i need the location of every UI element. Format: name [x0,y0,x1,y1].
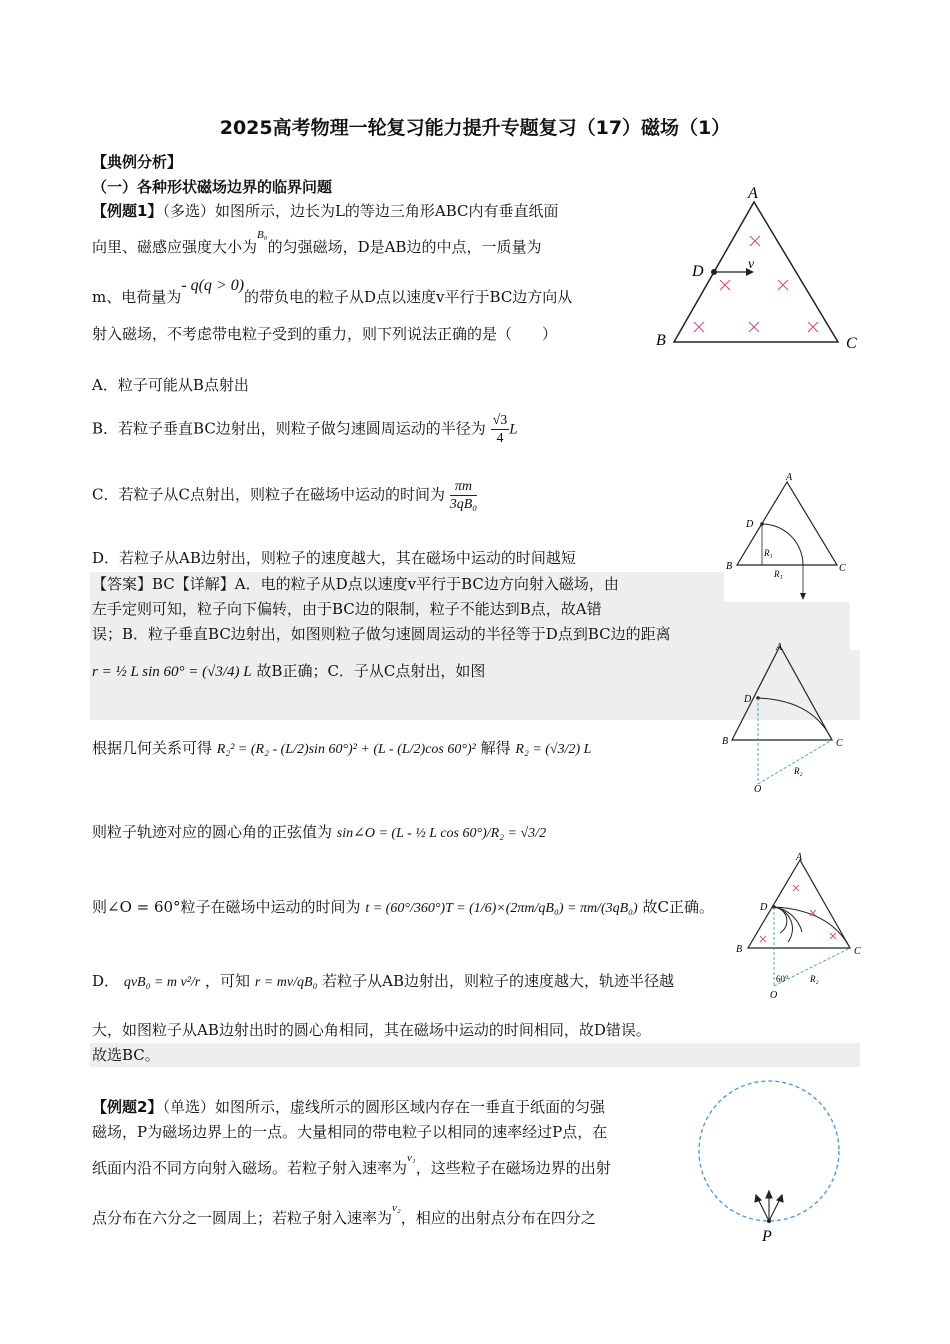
equation-r2-solution: R₂ = (√3/2) L [515,742,592,757]
text: 点分布在六分之一圆周上；若粒子射入速率为 [92,1209,393,1227]
label-v: v [748,257,755,272]
label-b: B [656,332,666,349]
section-heading: 【典例分析】 [92,153,183,171]
fig4-label-d: D [760,902,768,913]
answer-line9: 大，如图粒子从AB边射出时的圆心角相同，其在磁场中运动的时间相同，故D错误。 [92,1021,651,1039]
fig4-label-c: C [854,946,861,957]
magnetic-field-crosses [694,236,818,332]
text: 的带负电的粒子从D点以速度v平行于BC边方向从 [244,288,573,306]
v2-symbol: v₂ [392,1202,401,1214]
answer-line7 [92,897,714,919]
answer-line8 [92,971,674,993]
fig2-label-d: D [746,519,754,530]
example1-line1 [92,201,559,221]
text: D． [92,972,120,990]
example2-type: （单选） [162,1098,215,1116]
fig4-label-a: A [796,852,803,863]
v1-symbol: v₁ [407,1152,416,1164]
text: 则粒子轨迹对应的圆心角的正弦值为 [92,823,333,841]
answer-line3: 误；B．粒子垂直BC边射出，如图则粒子做匀速圆周运动的半径等于D点到BC边的距离 [92,625,671,643]
den: 3qB₀ [449,497,478,512]
velocity-arrows [755,1191,783,1221]
equation-qvb: qvB₀ = m v²/r [123,975,201,990]
label-d: D [692,263,704,280]
option-c [92,478,477,513]
fig4-label-60deg: 60° [776,974,789,984]
figure-multiple-trajectories [730,850,870,1005]
charge-formula: - q(q > 0) [181,277,245,294]
text: 故C正确。 [642,898,714,916]
tail: L [509,421,518,438]
answer-line1: 【答案】BC【详解】A．电的粒子从D点以速度v平行于BC边方向射入磁场，由 [92,575,619,593]
fig2-label-r1-a: R₁ [764,548,773,558]
option-a: A．粒子可能从B点射出 [92,376,249,394]
equation-rmv: r = mv/qB₀ [254,975,318,990]
example2-line4 [92,1202,596,1230]
option-b-fraction [491,412,510,447]
figure-circle-region [692,1075,852,1245]
text: ，相应的出射点分布在四分之 [400,1209,596,1227]
example2-line1 [92,1097,605,1117]
label-c: C [846,335,857,352]
equation-r2: R₂² = (R₂ - (L/2)sin 60°)² + (L - (L/2)cos 60°)² [216,742,476,757]
example1-line4: 射入磁场，不考虑带电粒子受到的重力，则下列说法正确的是（ ） [92,325,558,343]
text: 向里、磁感应强度大小为 [92,238,258,256]
text: 根据几何关系可得 [92,739,213,757]
example1-line2 [92,229,542,259]
text: 故B正确；C．子从C点射出，如图 [256,662,486,680]
text: C．若粒子从C点射出，则粒子在磁场中运动的时间为 [92,485,445,504]
text: 则∠O = 60°粒子在磁场中运动的时间为 [92,898,361,916]
option-b [92,412,518,447]
fig4-field-crosses [760,885,836,942]
text: B．若粒子垂直BC边射出，则粒子做匀速圆周运动的半径为 [92,419,486,438]
subsection-heading: （一）各种形状磁场边界的临界问题 [92,178,333,196]
answer-line5 [92,738,591,760]
num: √3 [492,413,508,428]
equation-sin: sin∠O = (L - ½ L cos 60°)/R₂ = √3/2 [336,826,547,841]
answer-line6 [92,822,546,844]
example2-line3 [92,1152,611,1180]
fig2-label-r1-b: R₁ [774,569,783,579]
fig4-label-o: O [770,990,778,1001]
fig4-label-b: B [736,944,743,955]
example1-line3 [92,277,573,308]
figure-exit-at-c [718,640,850,795]
text: 的匀强磁场，D是AB边的中点，一质量为 [267,238,542,256]
text: 如图所示，虚线所示的圆形区域内存在一垂直于纸面的匀强 [214,1098,605,1116]
label-p: P [762,1228,772,1245]
fig3-label-d: D [744,694,752,705]
fig2-label-b: B [726,561,733,572]
fig3-label-c: C [836,738,843,749]
text: 纸面内沿不同方向射入磁场。若粒子射入速率为 [92,1159,408,1177]
example1-text: 如图所示，边长为L的等边三角形ABC内有垂直纸面 [214,202,559,220]
example1-type: （多选） [162,202,215,220]
text: 解得 [480,739,511,757]
num: πm [450,478,477,496]
figure-triangle-abc [650,180,870,355]
example1-label: 【例题1】 [92,202,163,220]
den: 4 [496,431,504,446]
option-c-fraction [450,478,477,513]
text: ，这些粒子在磁场边界的出射 [415,1159,611,1177]
fig4-label-r2: R₂ [810,974,819,984]
page-title: 2025高考物理一轮复习能力提升专题复习（17）磁场（1） [219,117,731,139]
equation-r: r = ½ L sin 60° = (√3/4) L [92,664,252,680]
fig3-label-r2: R₂ [794,766,803,776]
fig3-label-b: B [722,736,729,747]
figure-perpendicular-exit [724,470,850,602]
label-a: A [748,185,758,202]
fig2-label-c: C [839,563,846,574]
answer-line2: 左手定则可知，粒子向下偏转，由于BC边的限制，粒子不能达到B点，故A错 [92,600,602,618]
equation-t: t = (60°/360°)T = (1/6)×(2πm/qB₀) = πm/(3qB₀) [365,901,638,916]
example2-label: 【例题2】 [92,1098,163,1116]
fig3-label-o: O [754,784,762,795]
answer-line10: 故选BC。 [92,1046,160,1064]
answer-line4 [92,661,485,682]
option-d: D．若粒子从AB边射出，则粒子的速度越大，其在磁场中运动的时间越短 [92,549,576,567]
b0-symbol: B₀ [257,229,268,241]
text: 若粒子从AB边射出，则粒子的速度越大，轨迹半径越 [322,972,675,990]
text: ，可知 [205,972,251,990]
text: m、电荷量为 [92,288,182,306]
answer-bg-3 [90,1043,860,1067]
example2-line2: 磁场，P为磁场边界上的一点。大量相同的带电粒子以相同的速率经过P点，在 [92,1123,608,1141]
fig2-label-a: A [786,472,793,483]
fig3-label-a: A [776,642,783,653]
